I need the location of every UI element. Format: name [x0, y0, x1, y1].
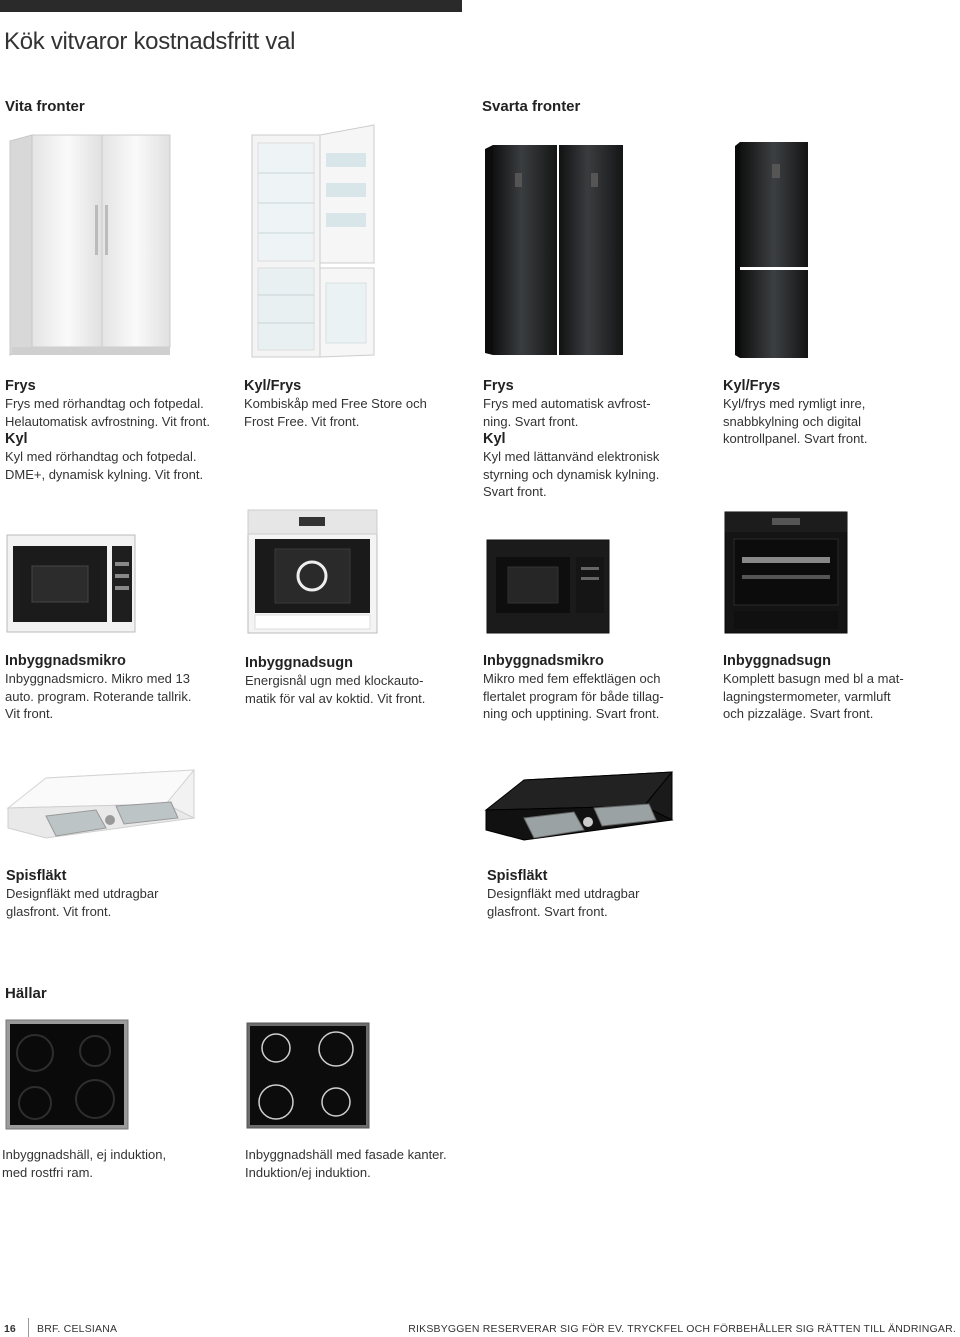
product-description-line: glasfront. Vit front.	[6, 903, 112, 919]
text-lines	[245, 654, 475, 707]
product-text-hob-1	[2, 1146, 232, 1181]
black-built-in-microwave-image	[486, 539, 610, 634]
product-description-line: styrning och dynamisk kylning.	[483, 466, 660, 482]
section-heading-hobs: Hällar	[5, 985, 47, 1002]
product-heading: Spisfläkt	[6, 868, 67, 884]
product-heading: Spisfläkt	[487, 868, 548, 884]
text-lines	[487, 867, 717, 920]
product-description-line: Mikro med fem effektlägen och	[483, 671, 661, 686]
induction-hob-bevelled-image	[246, 1022, 370, 1129]
black-cooker-hood-image	[484, 770, 674, 862]
product-text-oven-white	[245, 654, 475, 707]
product-text-kyl-frys-white	[244, 377, 474, 430]
white-side-by-side-fridge-freezer-image	[8, 133, 178, 360]
product-heading: Inbyggnadsugn	[245, 655, 353, 671]
white-built-in-microwave-image	[6, 534, 136, 633]
product-heading: Inbyggnadsmikro	[483, 653, 604, 669]
section-heading-white-fronts: Vita fronter	[5, 98, 85, 115]
product-description-line: Vit front.	[5, 706, 54, 721]
product-description-line: matik för val av koktid. Vit front.	[245, 690, 426, 706]
product-heading: Kyl/Frys	[244, 378, 302, 394]
footer	[0, 1318, 960, 1337]
page-title: Kök vitvaror kostnadsfritt val	[4, 28, 296, 55]
white-built-in-oven-image	[247, 509, 378, 634]
black-side-by-side-fridge-freezer-image	[483, 143, 631, 358]
product-description-line: Frost Free. Vit front.	[244, 413, 360, 429]
product-description-line: ning och upptining. Svart front.	[483, 706, 660, 721]
product-description-line: kontrollpanel. Svart front.	[723, 431, 868, 446]
product-description-line: DME+, dynamisk kylning. Vit front.	[5, 466, 204, 482]
product-description-line: och pizzaläge. Svart front.	[723, 706, 874, 721]
product-description-line: Frys med automatisk avfrost-	[483, 396, 651, 411]
text-lines	[723, 377, 953, 448]
product-description-line: Komplett basugn med bl a mat-	[723, 671, 904, 686]
product-description-line: Kombiskåp med Free Store och	[244, 396, 427, 411]
product-description-line: Energisnål ugn med klockauto-	[245, 673, 424, 688]
white-cooker-hood-image	[6, 768, 196, 860]
product-heading: Inbyggnadsmikro	[5, 653, 126, 669]
product-heading: Kyl/Frys	[723, 378, 781, 394]
product-description-line: snabbkylning och digital	[723, 413, 862, 429]
product-heading: Frys	[483, 378, 514, 394]
product-text-hood-white	[6, 867, 236, 920]
product-description-line: Designfläkt med utdragbar	[6, 886, 159, 901]
product-description-line: Frys med rörhandtag och fotpedal.	[5, 396, 204, 411]
text-lines	[483, 377, 713, 501]
footer-disclaimer: RIKSBYGGEN RESERVERAR SIG FÖR EV. TRYCKFEL OCH FÖRBEHÅLLER SIG RÄTTEN TILL ÄNDRINGAR.	[408, 1323, 956, 1335]
product-text-kyl-frys-black	[723, 377, 953, 448]
text-lines	[5, 652, 235, 723]
product-description-line: auto. program. Roterande tallrik.	[5, 688, 192, 704]
product-heading: Inbyggnadsugn	[723, 653, 831, 669]
section-heading-black-fronts: Svarta fronter	[482, 98, 581, 115]
product-description-line: Inbyggnadshäll med fasade kanter.	[245, 1147, 447, 1162]
product-description-line: flertalet program för både tillag-	[483, 688, 664, 704]
text-lines	[723, 652, 953, 723]
product-text-frys-kyl-white	[5, 377, 235, 483]
text-lines	[5, 377, 235, 483]
product-heading: Frys	[5, 378, 36, 394]
product-text-microwave-black	[483, 652, 713, 723]
product-description-line: glasfront. Svart front.	[487, 903, 608, 919]
product-description-line: Induktion/ej induktion.	[245, 1164, 371, 1180]
product-text-hob-2	[245, 1146, 505, 1181]
product-heading: Kyl	[5, 431, 28, 447]
product-heading: Kyl	[483, 431, 506, 447]
black-built-in-oven-image	[724, 511, 848, 634]
product-description-line: Helautomatisk avfrostning. Vit front.	[5, 413, 210, 429]
product-text-frys-kyl-black	[483, 377, 713, 501]
footer-brand: BRF. CELSIANA	[37, 1323, 118, 1335]
text-lines	[2, 1146, 232, 1181]
text-lines	[245, 1146, 505, 1181]
product-description-line: med rostfri ram.	[2, 1164, 94, 1180]
product-description-line: Designfläkt med utdragbar	[487, 886, 640, 901]
page-number: 16	[4, 1323, 16, 1335]
white-combo-fridge-open-image	[250, 123, 380, 360]
product-description-line: ning. Svart front.	[483, 413, 579, 429]
product-description-line: lagningstermometer, varmluft	[723, 688, 891, 704]
ceramic-hob-steel-frame-image	[5, 1019, 129, 1130]
product-description-line: Inbyggnadshäll, ej induktion,	[2, 1147, 167, 1162]
product-description-line: Svart front.	[483, 484, 547, 499]
product-description-line: Kyl med lättanvänd elektronisk	[483, 449, 660, 464]
product-description-line: Inbyggnadsmicro. Mikro med 13	[5, 671, 190, 686]
product-text-hood-black	[487, 867, 717, 920]
black-combo-fridge-freezer-image	[734, 140, 812, 360]
product-description-line: Kyl/frys med rymligt inre,	[723, 396, 866, 411]
footer-divider	[28, 1318, 29, 1337]
product-text-oven-black	[723, 652, 953, 723]
text-lines	[6, 867, 236, 920]
top-bar	[0, 0, 462, 12]
product-text-microwave-white	[5, 652, 235, 723]
text-lines	[244, 377, 474, 430]
text-lines	[483, 652, 713, 723]
product-description-line: Kyl med rörhandtag och fotpedal.	[5, 449, 197, 464]
